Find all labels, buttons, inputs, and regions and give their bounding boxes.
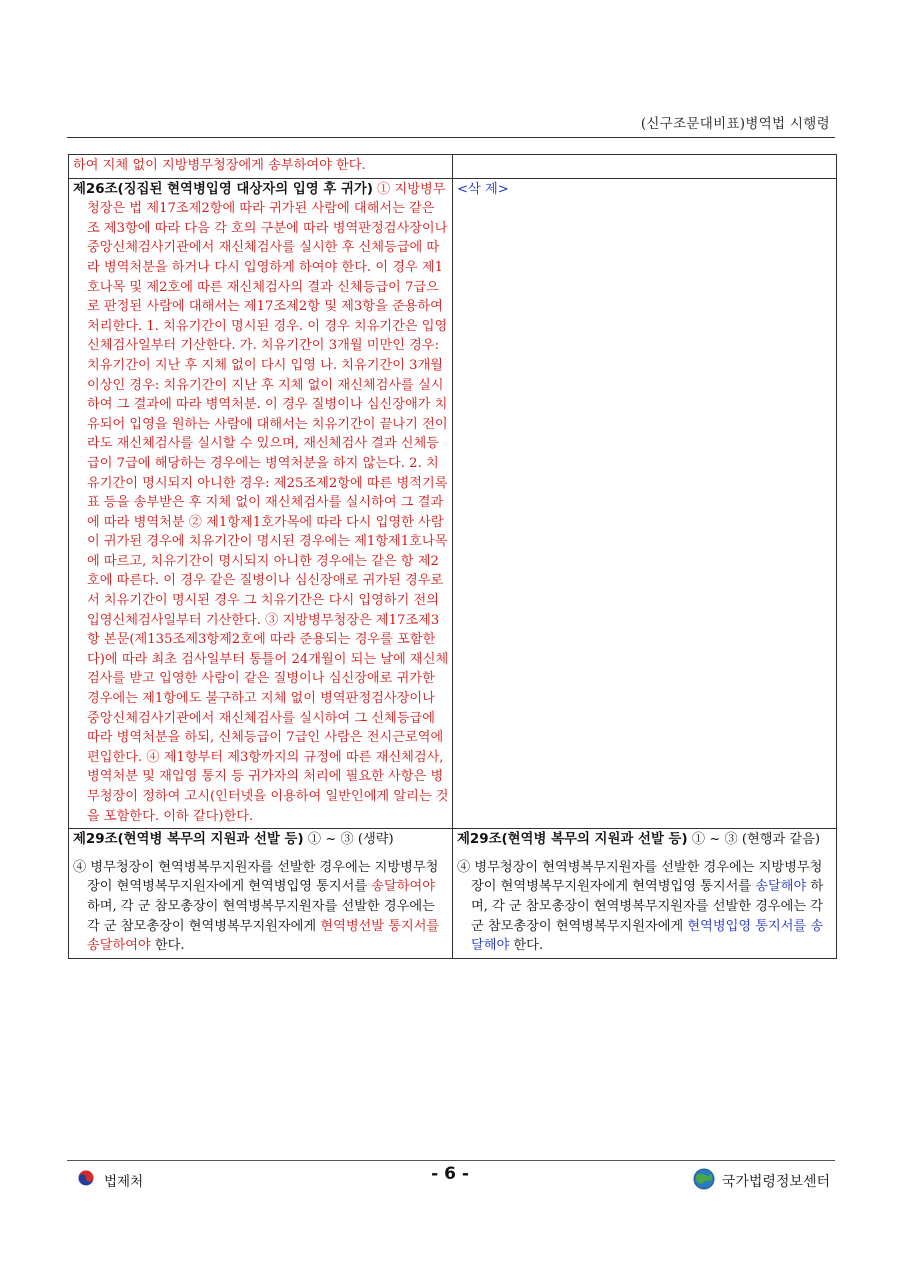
text-run: 하며, 각 군 참모총장이 현역병복무지원자를 선발한 경우에는 각 군 참모총장이 현역병복무지원자에게 — [471, 879, 824, 934]
deleted-marker: <삭 제> — [457, 181, 509, 197]
text-run: 하며, 각 군 참모총장이 현역병복무지원자를 선발한 경우에는 각 군 참모총장이 현역병복무지원자에게 — [87, 898, 435, 934]
article-29-new-paragraph-4 — [457, 858, 833, 956]
changed-text: 현역병입영 통지서를 송달해야 — [471, 918, 824, 954]
article-heading: 제26조(징집된 현역병입영 대상자의 입영 후 귀가) — [73, 181, 373, 197]
text-run: 한다. — [509, 938, 544, 954]
footer-center-label: 국가법령정보센터 — [721, 1174, 830, 1190]
document-title: (신구조문대비표)병역법 시행령 — [640, 116, 830, 132]
old-text-cell: 하여 지체 없이 지방병무청장에게 송부하여야 한다. — [69, 155, 453, 179]
old-text-cell — [69, 829, 453, 959]
article-suffix: ① ~ ③ (생략) — [307, 832, 394, 848]
changed-text: 송달하여야 — [371, 879, 435, 895]
article-suffix: ① ~ ③ (현행과 같음) — [691, 832, 821, 848]
new-text-cell — [453, 178, 837, 829]
comparison-table — [68, 154, 837, 959]
article-heading: 제29조(현역병 복무의 지원과 선발 등) — [457, 832, 688, 848]
changed-text: 송달해야 — [755, 879, 807, 895]
article-26-old — [73, 180, 449, 827]
footer-right — [693, 1168, 830, 1194]
text-run: 한다. — [150, 938, 185, 954]
article-29-old-paragraph-4 — [73, 858, 449, 956]
table-row — [69, 829, 837, 959]
article-29-new-heading — [457, 830, 833, 850]
table-row — [69, 155, 837, 179]
table-row — [69, 178, 837, 829]
footer-divider — [67, 1160, 835, 1161]
text-run: ④ 병무청장이 현역병복무지원자를 선발한 경우에는 지방병무청장이 현역병복무지원자에게 현역병입영 통지서를 — [73, 859, 439, 895]
article-29-old-heading — [73, 830, 449, 850]
changed-text: 현역병선발 통지서를 송달하여야 — [87, 918, 440, 954]
new-text-cell — [453, 829, 837, 959]
header-divider — [67, 137, 835, 138]
new-text-cell — [453, 155, 837, 179]
footer-org-label: 법제처 — [104, 1174, 144, 1190]
article-heading: 제29조(현역병 복무의 지원과 선발 등) — [73, 832, 304, 848]
old-text-cell — [69, 178, 453, 829]
deleted-article-body: ① 지방병무청장은 법 제17조제2항에 따라 귀가된 사람에 대해서는 같은 조 제3항에 따라 다음 각 호의 구분에 따라 병역판정검사장이나 중앙신체검사기관에서 재신체검사를 실시한 후 신체등급에 따라 병역처분을 하거나 다시 입영하게 하여야 한다. 이 경우 제1호나목 및 제2호에 따른 재신체검사의 결과 신체등급이 7급으로 판정된 사람에 대해서는 제17조제2항 및 제3항을 준용하여 처리한다. 1. 치유기간이 명시된 경우. 이 경우 치유기간은 입영신체검사일부터 기산한다. 가. 치유기간이 3개월 미만인 경우: 치유기간이 지난 후 지체 없이 다시 입영 나. 치유기간이 3개월 이상인 경우: 치유기간이 지난 후 지체 없이 재신체검사를 실시하여 그 결과에 따라 병역처분. 이 경우 질병이나 심신장애가 치유되어 입영을 원하는 사람에 대해서는 치유기간이 끝나기 전이라도 재신체검사를 실시할 수 있으며, 재신체검사 결과 신체등급이 7급에 해당하는 경우에는 병역처분을 하지 않는다. 2. 치유기간이 명시되지 아니한 경우: 제25조제2항에 따른 병적기록표 등을 송부받은 후 지체 없이 재신체검사를 실시하여 그 결과에 따라 병역처분 ② 제1항제1호가목에 따라 다시 입영한 사람이 귀가된 경우에 치유기간이 명시된 경우에는 제1항제1호나목에 따르고, 치유기간이 명시되지 아니한 경우에는 같은 항 제2호에 따른다. 이 경우 같은 질병이나 심신장애로 귀가된 경우로서 치유기간이 명시된 경우 그 치유기간은 다시 입영하기 전의 입영신체검사일부터 기산한다. ③ 지방병무청장은 제17조제3항 본문(제135조제3항제2호에 따라 준용되는 경우를 포함한다)에 따라 최초 검사일부터 통틀어 24개월이 되는 날에 재신체검사를 받고 입영한 사람이 같은 질병이나 심신장애로 귀가한 경우에는 제1항에도 불구하고 지체 없이 병역판정검사장이나 중앙신체검사기관에서 재신체검사를 실시하여 그 신체등급에 따라 병역처분을 하되, 신체등급이 7급인 사람은 전시근로역에 편입한다. ④ 제1항부터 제3항까지의 규정에 따른 재신체검사, 병역처분 및 재입영 통지 등 귀가자의 처리에 필요한 사항은 병무청장이 정하여 고시(인터넷을 이용하여 일반인에게 알리는 것을 포함한다. 이하 같다)한다. — [87, 181, 449, 824]
text-run: ④ 병무청장이 현역병복무지원자를 선발한 경우에는 지방병무청장이 현역병복무지원자에게 현역병입영 통지서를 — [457, 859, 823, 895]
globe-logo-icon — [693, 1168, 715, 1194]
page-number: - 6 - — [431, 1164, 469, 1184]
